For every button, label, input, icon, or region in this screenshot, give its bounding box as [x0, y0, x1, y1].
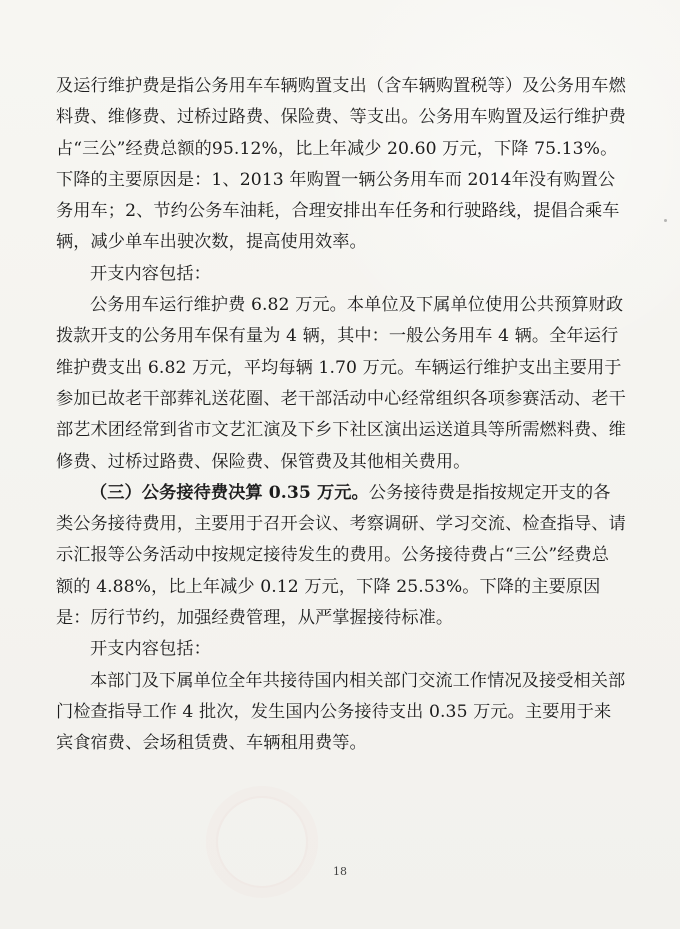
paragraph-expense-content-heading-2: 开支内容包括： — [90, 639, 211, 660]
page-content — [56, 71, 626, 760]
reception-cost-heading: （三）公务接待费决算 0.35 万元。 — [90, 482, 369, 503]
paragraph-reception-cost-summary — [56, 478, 626, 634]
page-number: 18 — [333, 865, 347, 878]
reception-cost-body: 公务接待费是指按规定开支的各类公务接待费用，主要用于召开会议、考察调研、学习交流、检查指导、请示汇报等公务活动中按规定接待发生的费用。公务接待费占“三公”经费总额的 4.88%，比上年减少 0.12 万元，下降 25.53%。下降的主要原因是：厉行节约，加强经费管理，从严掌握接待标准。 — [56, 482, 626, 629]
paragraph-expense-content-heading-1: 开支内容包括： — [90, 263, 211, 284]
paragraph-vehicle-maintenance-detail: 公务用车运行维护费 6.82 万元。本单位及下属单位使用公共预算财政拨款开支的公务用车保有量为 4 辆，其中：一般公务用车 4 辆。全年运行维护费支出 6.82 万元，平均每辆 1.70 万元。车辆运行维护支出主要用于参加已故老干部葬礼送花圈、老干部活动中心经常组织各项参赛活动、老干部艺术团经常到省市文艺汇演及下乡下社区演出运送道具等所需燃料费、维修费、过桥过路费、保险费、保管费及其他相关费用。 — [56, 295, 626, 472]
paragraph-vehicle-cost-summary: 及运行维护费是指公务用车车辆购置支出（含车辆购置税等）及公务用车燃料费、维修费、过桥过路费、保险费、等支出。公务用车购置及运行维护费占“三公”经费总额的95.12%，比上年减少 20.60 万元，下降 75.13%。下降的主要原因是：1、2013 年购置一辆公务用车而 2014年没有购置公务用车；2、节约公务车油耗，合理安排出车任务和行驶路线，提倡合乘车辆，减少单车出驶次数，提高使用效率。 — [56, 76, 626, 253]
scan-mark — [664, 219, 667, 222]
paragraph-reception-detail: 本部门及下属单位全年共接待国内相关部门交流工作情况及接受相关部门检查指导工作 4 批次，发生国内公务接待支出 0.35 万元。主要用于来宾食宿费、会场租赁费、车辆租用费等。 — [56, 670, 626, 754]
